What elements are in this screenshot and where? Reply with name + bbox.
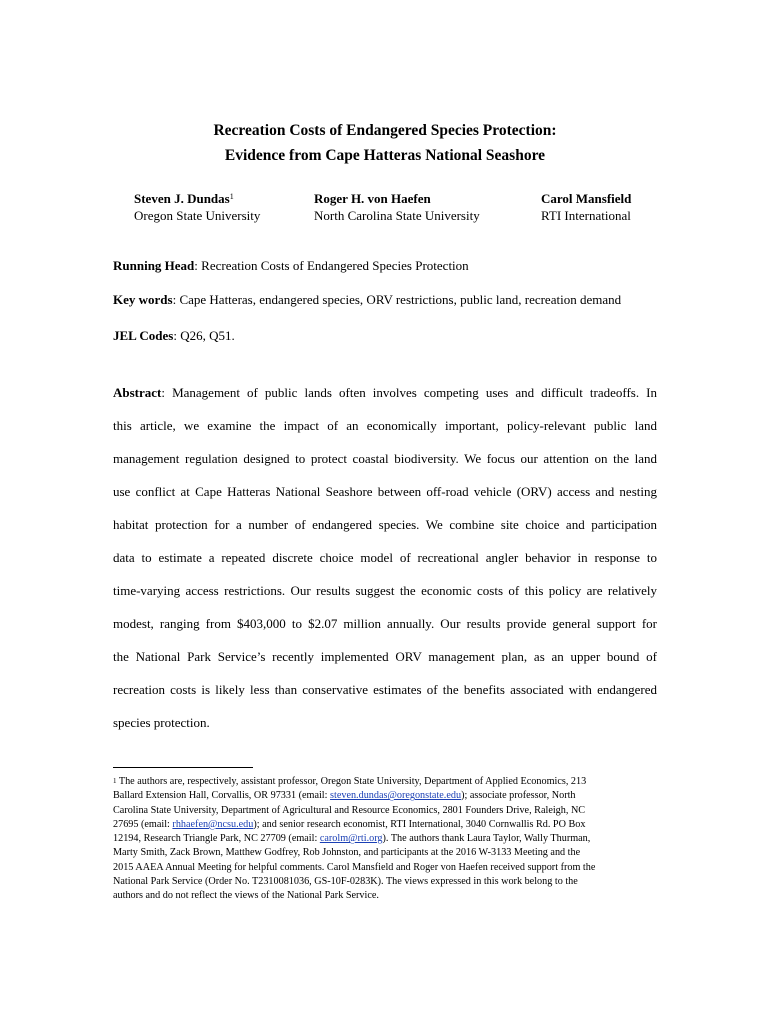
footnote-marker: 1 [113, 777, 117, 785]
author-1 [134, 190, 260, 224]
abstract-line: modest, ranging from $403,000 to $2.07 million annually. Our results provide general support for [113, 616, 657, 631]
abstract-line: time-varying access restrictions. Our results suggest the economic costs of this policy are relatively [113, 583, 657, 598]
author-2 [314, 190, 480, 224]
email-link-mansfield[interactable]: carolm@rti.org [319, 833, 383, 845]
title-line-2: Evidence from Cape Hatteras National Seashore [224, 147, 546, 164]
abstract-line: management regulation designed to protect coastal biodiversity. We focus our attention on the land [113, 451, 657, 466]
abstract-line: Abstract: Management of public lands often involves competing uses and difficult tradeoffs. In [113, 385, 657, 400]
author-affiliation: Oregon State University [134, 208, 261, 223]
abstract [113, 376, 657, 739]
key-words: Key words: Cape Hatteras, endangered species, ORV restrictions, public land, recreation demand [113, 292, 622, 307]
footnote-line: 27695 (email: rhhaefen@ncsu.edu); and senior research economist, RTI International, 3040 Cornwallis Rd. PO Box [113, 818, 586, 830]
running-head: Running Head: Recreation Costs of Endangered Species Protection [113, 258, 469, 273]
paper-title [0, 118, 770, 168]
email-link-vonhaefen[interactable]: rhhaefen@ncsu.edu [172, 818, 254, 830]
author-3 [541, 190, 631, 224]
footnote-line: Carolina State University, Department of Agricultural and Resource Economics, 2801 Founders Drive, Raleigh, NC [113, 804, 586, 816]
author-name: Carol Mansfield [541, 191, 632, 206]
jel-codes: JEL Codes: Q26, Q51. [113, 328, 235, 343]
abstract-line: the National Park Service’s recently implemented ORV management plan, as an upper bound of [113, 649, 657, 664]
footnote-line: 2015 AAEA Annual Meeting for helpful comments. Carol Mansfield and Roger von Haefen received support from the [113, 861, 596, 873]
footnote-marker: 1 [229, 192, 234, 201]
footnote-line: National Park Service (Order No. T2310081036, GS-10F-0283K). The views expressed in this work belong to the [113, 876, 578, 888]
footnote-line: $^1$ The authors are, respectively, assistant professor, Oregon State University, Department of Applied Economics, 213 [113, 776, 587, 787]
abstract-line: habitat protection for a number of endangered species. We combine site choice and participation [113, 517, 657, 532]
footnote-line: 12194, Research Triangle Park, NC 27709 (email: carolm@rti.org). The authors thank Laura Taylor, Wally Thurman, [113, 833, 591, 845]
footnote [113, 775, 657, 904]
author-affiliation: North Carolina State University [314, 208, 480, 223]
abstract-line: data to estimate a repeated discrete choice model of recreational angler behavior in response to [113, 550, 657, 565]
footnote-rule [113, 767, 253, 768]
author-name: Steven J. Dundas$^1$ [134, 191, 234, 206]
title-line-1: Recreation Costs of Endangered Species Protection: [213, 122, 557, 139]
email-link-dundas[interactable]: steven.dundas@oregonstate.edu [330, 790, 462, 802]
footnote-line: Marty Smith, Zack Brown, Matthew Godfrey, Rob Johnston, and participants at the 2016 W-3133 Meeting and the [113, 847, 581, 859]
footnote-line: Ballard Extension Hall, Corvallis, OR 97331 (email: steven.dundas@oregonstate.edu); associate professor, North [113, 790, 576, 802]
abstract-line: this article, we examine the impact of an economically important, policy-relevant public land [113, 418, 657, 433]
footnote-line: authors and do not reflect the views of the National Park Service. [113, 890, 379, 902]
abstract-line: species protection. [113, 715, 210, 730]
abstract-line: use conflict at Cape Hatteras National Seashore between off-road vehicle (ORV) access and nesting [113, 484, 657, 499]
abstract-line: recreation costs is likely less than conservative estimates of the benefits associated with endangered [113, 682, 657, 697]
author-name: Roger H. von Haefen [314, 191, 431, 206]
abstract-label: Abstract [113, 385, 162, 400]
author-affiliation: RTI International [541, 208, 631, 223]
